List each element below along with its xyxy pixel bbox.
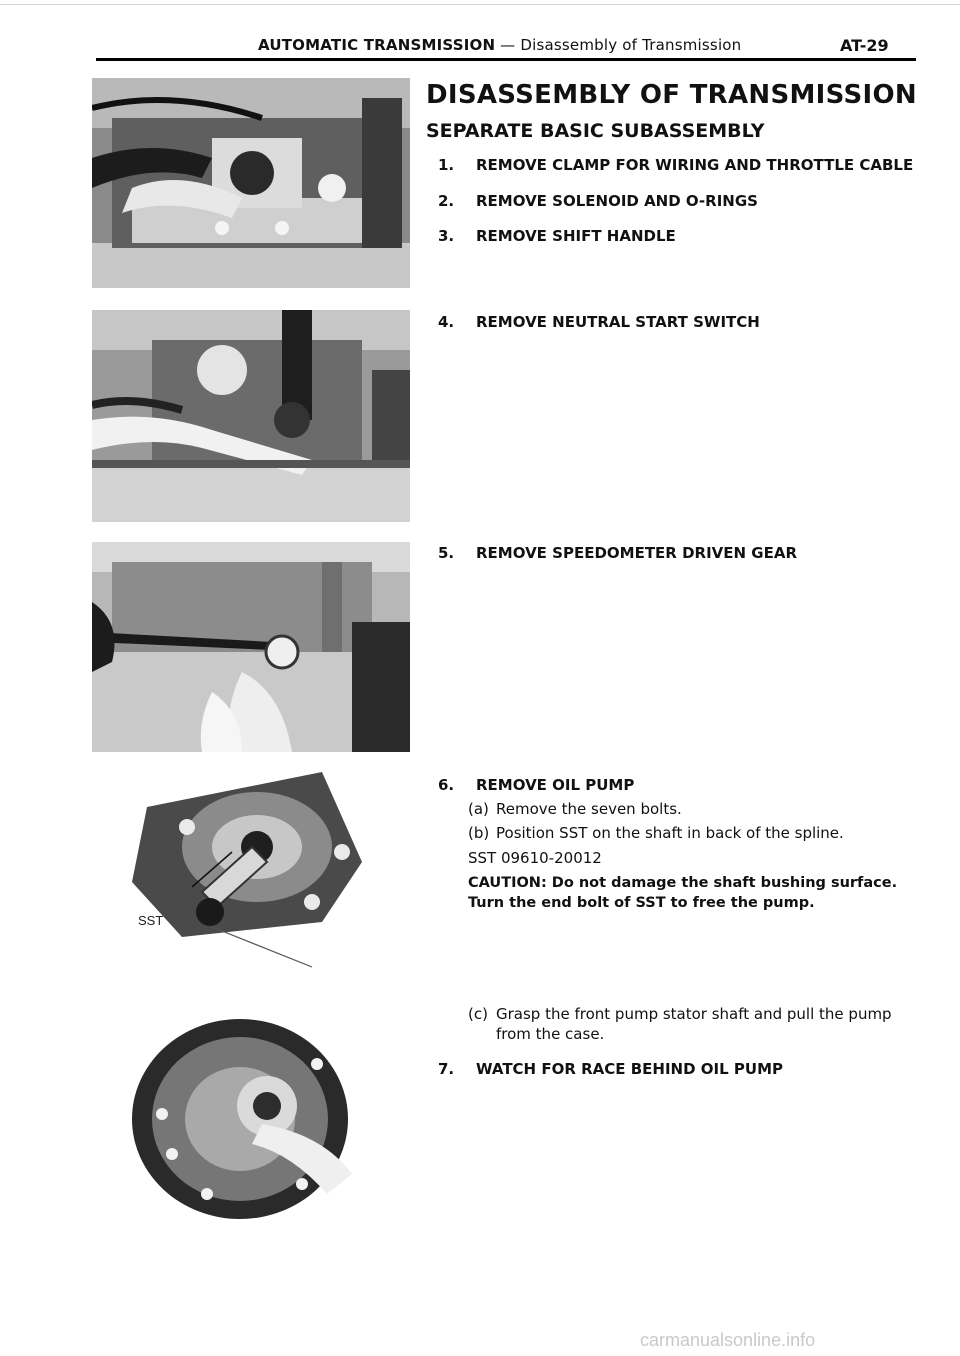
step-text: REMOVE NEUTRAL START SWITCH bbox=[476, 313, 760, 331]
photo-oil-pump-sst bbox=[92, 772, 382, 984]
caution-note bbox=[468, 873, 897, 913]
substep-text: Grasp the front pump stator shaft and pull the pump bbox=[496, 1005, 892, 1023]
step-1 bbox=[438, 156, 913, 174]
photo-oil-pump-removed bbox=[92, 1004, 382, 1226]
step-7 bbox=[438, 1060, 783, 1078]
substep-c-continued: from the case. bbox=[496, 1025, 605, 1043]
step-text: REMOVE SOLENOID AND O-RINGS bbox=[476, 192, 758, 210]
step-6 bbox=[438, 776, 634, 794]
substep-text: Position SST on the shaft in back of the spline. bbox=[496, 824, 844, 842]
step-text: WATCH FOR RACE BEHIND OIL PUMP bbox=[476, 1060, 783, 1078]
step-text: REMOVE CLAMP FOR WIRING AND THROTTLE CABLE bbox=[476, 156, 914, 174]
photo-clamp-wiring bbox=[92, 78, 410, 288]
step-text: REMOVE OIL PUMP bbox=[476, 776, 635, 794]
photo-speedometer-gear bbox=[92, 542, 410, 752]
running-header bbox=[258, 36, 741, 54]
section-subtitle: SEPARATE BASIC SUBASSEMBLY bbox=[426, 120, 765, 142]
step-text: REMOVE SPEEDOMETER DRIVEN GEAR bbox=[476, 544, 797, 562]
substep-c bbox=[468, 1005, 892, 1023]
substep-a bbox=[468, 800, 682, 818]
substep-label: (a) bbox=[468, 800, 489, 818]
substep-label: (c) bbox=[468, 1005, 488, 1023]
header-rule bbox=[96, 58, 916, 61]
step-number: 4. bbox=[438, 313, 455, 331]
step-number: 6. bbox=[438, 776, 455, 794]
step-number: 7. bbox=[438, 1060, 455, 1078]
step-4 bbox=[438, 313, 760, 331]
step-number: 3. bbox=[438, 227, 455, 245]
step-number: 1. bbox=[438, 156, 455, 174]
header-section-bold: AUTOMATIC TRANSMISSION bbox=[258, 36, 496, 54]
header-section-rest: — Disassembly of Transmission bbox=[495, 36, 742, 54]
caution-line-2: Turn the end bolt of SST to free the pump. bbox=[468, 895, 815, 911]
top-edge-rule bbox=[0, 4, 960, 5]
step-number: 5. bbox=[438, 544, 455, 562]
substep-label: (b) bbox=[468, 824, 490, 842]
step-5 bbox=[438, 544, 797, 562]
step-number: 2. bbox=[438, 192, 455, 210]
step-text: REMOVE SHIFT HANDLE bbox=[476, 227, 676, 245]
page-title: DISASSEMBLY OF TRANSMISSION bbox=[426, 80, 917, 110]
photo-sst-label: SST bbox=[138, 913, 164, 928]
watermark-text: carmanualsonline.info bbox=[640, 1330, 816, 1350]
substep-b bbox=[468, 824, 844, 842]
step-3 bbox=[438, 227, 676, 245]
page-number: AT-29 bbox=[840, 36, 889, 55]
caution-line-1: CAUTION: Do not damage the shaft bushing surface. bbox=[468, 875, 898, 891]
substep-text: Remove the seven bolts. bbox=[496, 800, 682, 818]
photo-neutral-start-switch bbox=[92, 310, 410, 522]
step-2 bbox=[438, 192, 758, 210]
sst-number: SST 09610-20012 bbox=[468, 849, 602, 867]
